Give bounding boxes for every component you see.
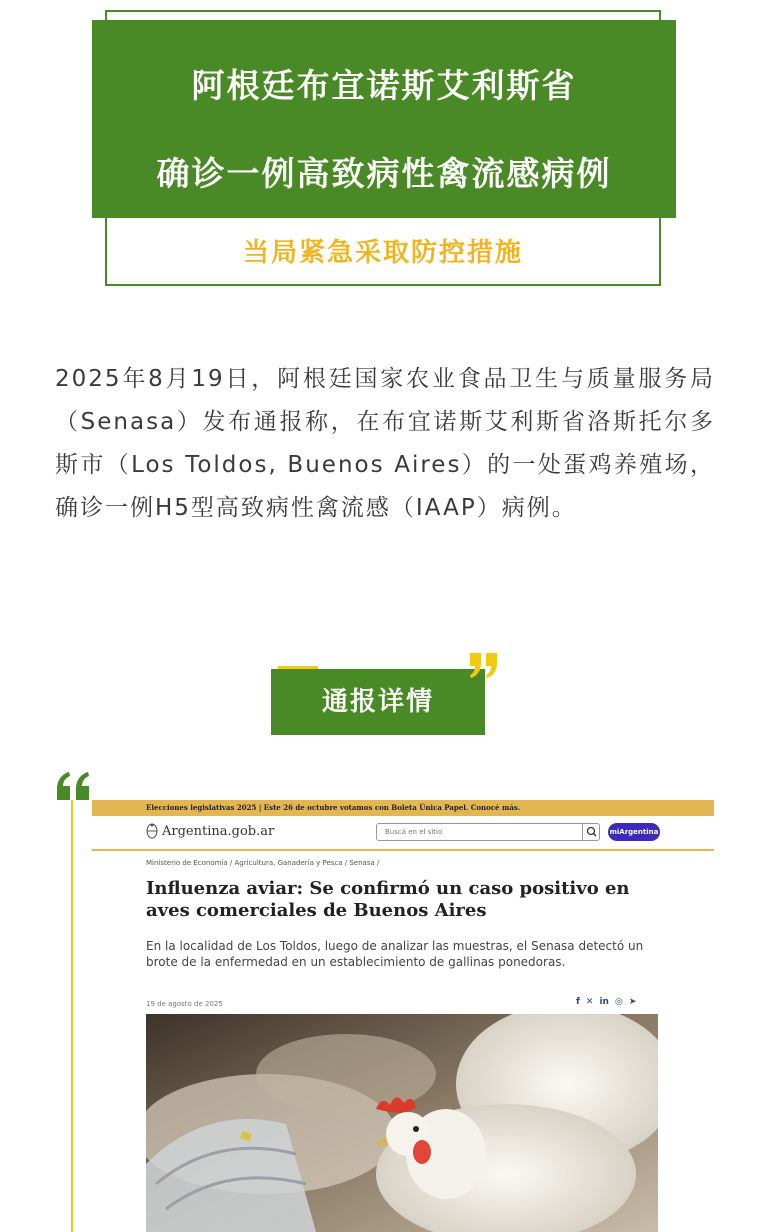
x-icon[interactable]: ✕ (585, 997, 594, 1007)
site-search-input[interactable]: Buscá en el sitio (376, 823, 600, 841)
whatsapp-icon[interactable]: ◎ (614, 997, 623, 1007)
article-title: Influenza aviar: Se confirmó un caso positivo en aves comerciales de Buenos Aires (146, 878, 630, 921)
miargentina-button[interactable]: miArgentina (608, 823, 660, 841)
site-navbar (92, 816, 714, 851)
body-paragraph: 2025年8月19日，阿根廷国家农业食品卫生与质量服务局（Senasa）发布通报称，在布宜诺斯艾利斯省洛斯托尔多斯市（Los Toldos, Buenos Aires）的一处蛋鸡养殖场，确诊一例H5型高致病性禽流感（IAAP）病例。 (55, 366, 715, 521)
linkedin-icon[interactable]: in (599, 997, 609, 1007)
breadcrumb[interactable]: Ministerio de Economía / Agricultura, Ganadería y Pesca / Senasa / (146, 859, 380, 867)
site-logo[interactable] (146, 823, 274, 839)
header-title-line-1: 阿根廷布宜诺斯艾利斯省 (191, 66, 577, 105)
article-date: 19 de agosto de 2025 (146, 1000, 223, 1008)
election-notice-bar[interactable]: Elecciones legislativas 2025 | Este 26 de octubre votamos con Boleta Única Papel. Conocé más. (92, 800, 714, 816)
argentina-shield-icon (146, 823, 158, 839)
facebook-icon[interactable]: f (576, 997, 580, 1007)
quote-vertical-line (71, 800, 73, 1232)
site-logo-text: Argentina.gob.ar (162, 823, 275, 839)
news-screenshot (92, 800, 714, 1232)
search-icon (583, 823, 601, 841)
header-title-line-2: 确诊一例高致病性禽流感病例 (156, 154, 612, 193)
telegram-icon[interactable]: ➤ (628, 997, 637, 1007)
share-icons (576, 997, 636, 1007)
chicken-photo (146, 1014, 658, 1232)
close-quote-icon (469, 652, 499, 680)
article-lead: En la localidad de Los Toldos, luego de analizar las muestras, el Senasa detectó un brote de la enfermedad en un establecimiento de gallinas ponedoras. (146, 939, 644, 969)
site-search-button[interactable] (582, 823, 601, 841)
header-banner (92, 20, 676, 218)
report-details-badge: 通报详情 (271, 669, 485, 735)
open-quote-icon (54, 771, 90, 801)
header-subtitle: 当局紧急采取防控措施 (242, 238, 523, 268)
